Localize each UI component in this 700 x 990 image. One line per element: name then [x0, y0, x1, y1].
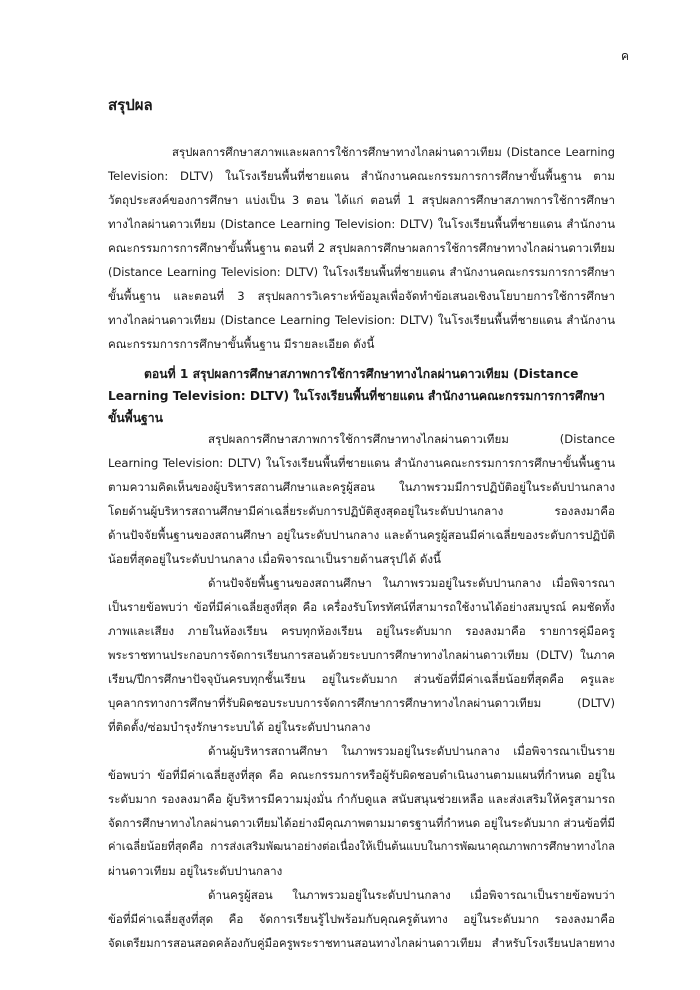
paragraph-line: สรุปผลการศึกษาสภาพและผลการใช้การศึกษาทางไกลผ่านดาวเทียม (Distance Learning — [172, 145, 615, 159]
paragraph-line: ทางไกลผ่านดาวเทียม (Distance Learning Television: DLTV) ในโรงเรียนพื้นที่ชายแดน สำนักงาน — [108, 217, 615, 231]
section-heading-line: Learning Television: DLTV) ในโรงเรียนพื้นที่ชายแดน สำนักงานคณะกรรมการการศึกษา — [108, 389, 605, 403]
paragraph-line: ด้านปัจจัยพื้นฐานของสถานศึกษา อยู่ในระดับปานกลาง และด้านครูผู้สอนมีค่าเฉลี่ยของระดับการปฏิบัติ — [108, 528, 615, 542]
paragraph-line: เป็นรายข้อพบว่า ข้อที่มีค่าเฉลี่ยสูงที่สุด คือ เครื่องรับโทรทัศน์ที่สามารถใช้งานได้อย่างสมบูรณ์ คมชัดทั้ง — [108, 600, 615, 614]
paragraph-line: สรุปผลการศึกษาสภาพการใช้การศึกษาทางไกลผ่านดาวเทียม (Distance — [208, 432, 615, 446]
paragraph-line: คณะกรรมการการศึกษาขั้นพื้นฐาน ตอนที่ 2 สรุปผลการศึกษาผลการใช้การศึกษาทางไกลผ่านดาวเทียม — [108, 241, 615, 255]
paragraph-line: น้อยที่สุดอยู่ในระดับปานกลาง เมื่อพิจารณาเป็นรายด้านสรุปได้ ดังนี้ — [108, 552, 441, 566]
paragraph-line: ด้านครูผู้สอน ในภาพรวมอยู่ในระดับปานกลาง เมื่อพิจารณาเป็นรายข้อพบว่า — [208, 888, 615, 902]
paragraph-line: ทางไกลผ่านดาวเทียม (Distance Learning Television: DLTV) ในโรงเรียนพื้นที่ชายแดน สำนักงาน — [108, 313, 615, 327]
paragraph-line: ด้านผู้บริหารสถานศึกษา ในภาพรวมอยู่ในระดับปานกลาง เมื่อพิจารณาเป็นราย — [208, 744, 615, 758]
paragraph-line: พระราชทานประกอบการจัดการเรียนการสอนด้วยระบบการศึกษาทางไกลผ่านดาวเทียม (DLTV) ในภาค — [108, 648, 615, 662]
paragraph-line: ภาพและเสียง ภายในห้องเรียน ครบทุกห้องเรียน อยู่ในระดับมาก รองลงมาคือ รายการคู่มือครู — [108, 624, 615, 638]
paragraph-line: Television: DLTV) ในโรงเรียนพื้นที่ชายแดน สำนักงานคณะกรรมการการศึกษาขั้นพื้นฐาน ตาม — [108, 169, 615, 183]
paragraph-line: ผ่านดาวเทียม อยู่ในระดับปานกลาง — [108, 864, 283, 878]
paragraph-line: (Distance Learning Television: DLTV) ในโรงเรียนพื้นที่ชายแดน สำนักงานคณะกรรมการการศึกษา — [108, 265, 615, 279]
section-heading-line: ตอนที่ 1 สรุปผลการศึกษาสภาพการใช้การศึกษาทางไกลผ่านดาวเทียม (Distance — [144, 367, 579, 381]
paragraph-line: จัดการศึกษาทางไกลผ่านดาวเทียมได้อย่างมีคุณภาพตามมาตรฐานที่กำหนด อยู่ในระดับมาก ส่วนข้อที่มี — [108, 816, 616, 830]
paragraph-line: ขั้นพื้นฐาน และตอนที่ 3 สรุปผลการวิเคราะห์ข้อมูลเพื่อจัดทำข้อเสนอเชิงนโยบายการใช้การศึกษา — [108, 289, 615, 303]
paragraph-line: เรียน/ปีการศึกษาปัจจุบันครบทุกชั้นเรียน อยู่ในระดับมาก ส่วนข้อที่มีค่าเฉลี่ยน้อยที่สุดคือ ครูและ — [108, 672, 615, 686]
paragraph-line: โดยด้านผู้บริหารสถานศึกษามีค่าเฉลี่ยระดับการปฏิบัติสูงสุดอยู่ในระดับปานกลาง รองลงมาคือ — [108, 504, 615, 518]
page-number: ค — [621, 49, 630, 63]
paragraph-line: ที่ติดตั้ง/ซ่อมบำรุงรักษาระบบได้ อยู่ในระดับปานกลาง — [108, 720, 371, 734]
paragraph-line: วัตถุประสงค์ของการศึกษา แบ่งเป็น 3 ตอน ได้แก่ ตอนที่ 1 สรุปผลการศึกษาสภาพการใช้การศึกษา — [108, 193, 615, 207]
section-heading-line: ขั้นพื้นฐาน — [108, 411, 163, 425]
paragraph-line: จัดเตรียมการสอนสอดคล้องกับคู่มือครูพระราชทานสอนทางไกลผ่านดาวเทียม สำหรับโรงเรียนปลายทาง — [108, 936, 615, 950]
paragraph-line: Learning Television: DLTV) ในโรงเรียนพื้นที่ชายแดน สำนักงานคณะกรรมการการศึกษาขั้นพื้นฐาน — [108, 456, 615, 470]
paragraph-line: ข้อที่มีค่าเฉลี่ยสูงที่สุด คือ จัดการเรียนรู้ไปพร้อมกับคุณครูต้นทาง อยู่ในระดับมาก รองลงมาคือ — [108, 912, 615, 926]
paragraph-line: บุคลากรทางการศึกษาที่รับผิดชอบระบบการจัดการศึกษาการศึกษาทางไกลผ่านดาวเทียม (DLTV) — [108, 696, 615, 710]
section-title: สรุปผล — [108, 96, 153, 114]
paragraph-line: ค่าเฉลี่ยน้อยที่สุดคือ การส่งเสริมพัฒนาอย่างต่อเนื่องให้เป็นต้นแบบในการพัฒนาคุณภาพการศึกษาทางไกล — [108, 840, 615, 853]
paragraph-line: ข้อพบว่า ข้อที่มีค่าเฉลี่ยสูงที่สุด คือ คณะกรรมการหรือผู้รับผิดชอบดำเนินงานตามแผนที่กำหนด อยู่ใน — [108, 768, 615, 782]
paragraph-line: คณะกรรมการการศึกษาขั้นพื้นฐาน มีรายละเอียด ดังนี้ — [108, 337, 375, 351]
paragraph-line: ด้านปัจจัยพื้นฐานของสถานศึกษา ในภาพรวมอยู่ในระดับปานกลาง เมื่อพิจารณา — [208, 576, 615, 590]
paragraph-line: ระดับมาก รองลงมาคือ ผู้บริหารมีความมุ่งมั่น กำกับดูแล สนับสนุนช่วยเหลือ และส่งเสริมให้ครูสามารถ — [108, 792, 615, 806]
paragraph-line: ตามความคิดเห็นของผู้บริหารสถานศึกษาและครูผู้สอน ในภาพรวมมีการปฏิบัติอยู่ในระดับปานกลาง — [108, 480, 615, 494]
